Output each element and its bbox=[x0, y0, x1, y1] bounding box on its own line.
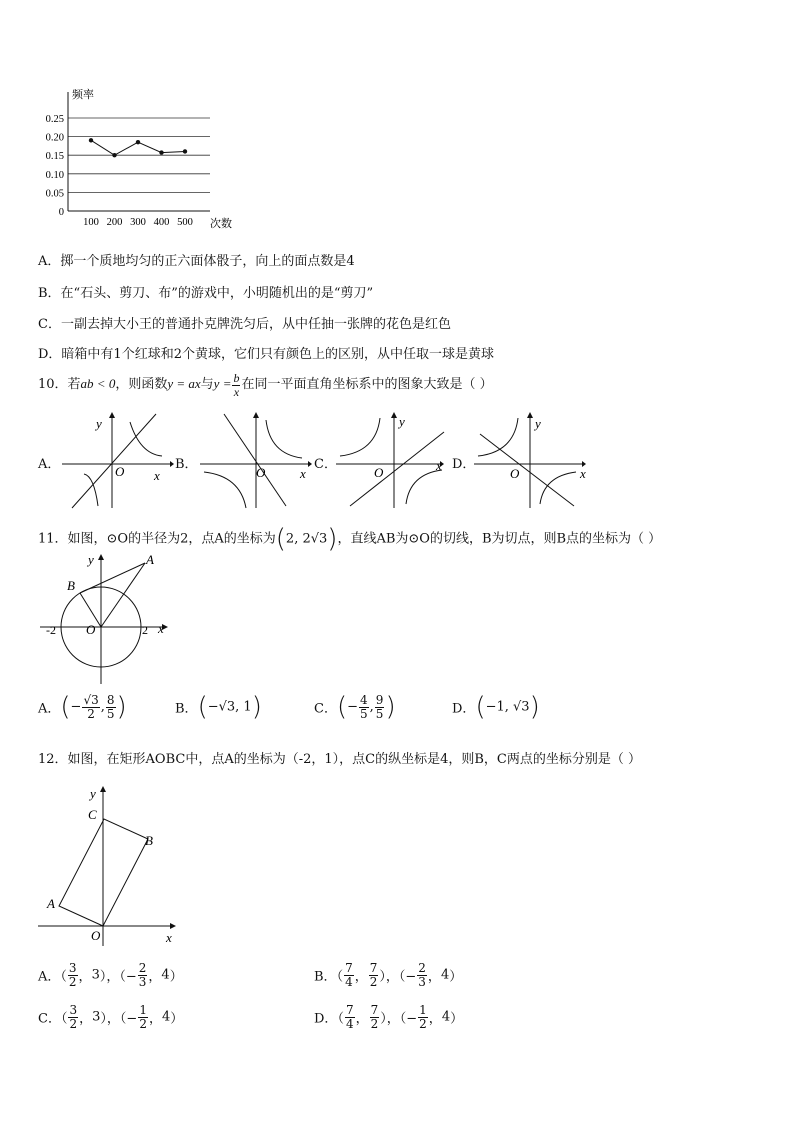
svg-text:O: O bbox=[91, 928, 101, 943]
q10-label-d: D． bbox=[452, 457, 476, 472]
svg-text:x: x bbox=[154, 468, 160, 483]
svg-text:O: O bbox=[256, 465, 266, 480]
q10-stem: 10．若ab < 0，则函数y = ax与y = $\frac{b}{x}$ 在同一平面直角坐标系中的图象大致是（ ） bbox=[38, 371, 493, 399]
chart-y-tick-label: 0.15 bbox=[45, 151, 64, 163]
chart-y-tick-label: 0.10 bbox=[45, 169, 64, 181]
chart-y-tick-label: 0.20 bbox=[45, 132, 64, 144]
svg-text:y: y bbox=[96, 416, 102, 431]
q10-inverse-fn: y = $\frac{b}{x}$ bbox=[213, 371, 240, 399]
svg-text:y: y bbox=[399, 414, 405, 429]
svg-text:y: y bbox=[535, 416, 541, 431]
svg-text:O: O bbox=[86, 622, 96, 637]
svg-text:x: x bbox=[436, 458, 442, 473]
q10-label-b: B． bbox=[175, 457, 198, 472]
svg-text:O: O bbox=[510, 466, 520, 481]
svg-text:C: C bbox=[88, 807, 97, 822]
chart-x-ticks bbox=[83, 217, 193, 228]
q10-graph-a bbox=[62, 410, 174, 510]
q11-point-a-coord: 2, 2√3 bbox=[285, 531, 328, 547]
svg-text:-2: -2 bbox=[46, 623, 56, 637]
q12-option-c: C．（ $\frac{3}{2}$ ，3），（− $\frac{1}{2}$ ，4） bbox=[38, 1003, 184, 1031]
chart-y-ticks bbox=[46, 114, 64, 218]
svg-text:2: 2 bbox=[142, 623, 148, 637]
chart-gridlines bbox=[68, 118, 210, 192]
chart-y-tick-label: 0.25 bbox=[45, 114, 64, 125]
q10-condition: ab < 0 bbox=[80, 376, 116, 392]
svg-text:y: y bbox=[88, 552, 94, 567]
q12-stem: 12．如图，在矩形AOBC中，点A的坐标为（-2，1），点C的纵坐标是4，则B，C两点的坐标分别是（ ） bbox=[38, 752, 642, 767]
q12-option-b: B．（ $\frac{7}{4}$ ， $\frac{7}{2}$ ），（− $\frac{2}{3}$ ，4） bbox=[314, 961, 463, 989]
chart-y-tick-label: 0 bbox=[58, 207, 64, 218]
q9-option-a: A．掷一个质地均匀的正六面体骰子，向上的面点数是4 bbox=[38, 254, 355, 269]
q10-linear-fn: y = ax bbox=[167, 376, 201, 392]
chart-data-point bbox=[89, 138, 93, 142]
chart-data-point bbox=[159, 150, 163, 154]
svg-text:x: x bbox=[580, 466, 586, 481]
svg-text:x: x bbox=[166, 930, 172, 945]
svg-text:A: A bbox=[146, 552, 154, 567]
q10-label-c: C． bbox=[314, 457, 337, 472]
svg-text:x: x bbox=[300, 466, 306, 481]
q12-figure bbox=[38, 782, 182, 948]
q9-option-c: C．一副去掉大小王的普通扑克牌洗匀后，从中任抽一张牌的花色是红色 bbox=[38, 317, 451, 332]
svg-text:A: A bbox=[47, 896, 55, 911]
svg-text:O: O bbox=[374, 465, 384, 480]
q11-stem: 11．如图，⊙O的半径为2，点A的坐标为(2, 2√3)，直线AB为⊙O的切线，B为切点，则B点的坐标为（ ） bbox=[38, 524, 662, 554]
q12-option-a: A．（ $\frac{3}{2}$ ，3），（− $\frac{2}{3}$ ，4） bbox=[38, 961, 183, 989]
svg-text:B: B bbox=[145, 833, 153, 848]
chart-x-tick-label: 300 bbox=[130, 217, 146, 228]
chart-x-tick-label: 200 bbox=[106, 217, 123, 228]
svg-text:y: y bbox=[90, 786, 96, 801]
chart-y-tick-label: 0.05 bbox=[45, 188, 64, 200]
q10-graph-b bbox=[200, 410, 312, 510]
chart-x-label: 次数 bbox=[210, 218, 232, 230]
q11-option-d: D．(−1, √3) bbox=[452, 692, 540, 722]
chart-data-point bbox=[183, 149, 187, 153]
q12-option-d: D．（ $\frac{7}{4}$ ， $\frac{7}{2}$ ），（− $\frac{1}{2}$ ，4） bbox=[314, 1003, 464, 1031]
q11-option-a: A．(− $\frac{√3}{2}$ , $\frac{8}{5}$ ) bbox=[38, 692, 127, 722]
q10-graph-d bbox=[474, 410, 590, 510]
chart-data-point bbox=[136, 140, 140, 144]
q11-option-b: B．(−√3, 1) bbox=[175, 692, 262, 722]
chart-y-label: 频率 bbox=[72, 89, 94, 101]
q11-option-c: C．(− $\frac{4}{5}$ , $\frac{9}{5}$ ) bbox=[314, 692, 396, 722]
chart-x-tick-label: 100 bbox=[83, 217, 99, 228]
q9-option-b: B．在“石头、剪刀、布”的游戏中，小明随机出的是“剪刀” bbox=[38, 286, 374, 301]
q10-graph-c bbox=[336, 410, 448, 510]
svg-text:x: x bbox=[158, 621, 164, 636]
chart-data-point bbox=[112, 153, 116, 157]
frequency-chart bbox=[38, 84, 248, 234]
q9-option-d: D．暗箱中有1个红球和2个黄球，它们只有颜色上的区别，从中任取一球是黄球 bbox=[38, 347, 494, 362]
q11-figure bbox=[40, 550, 172, 686]
svg-text:B: B bbox=[67, 578, 75, 593]
q10-label-a: A． bbox=[38, 457, 61, 472]
chart-x-tick-label: 400 bbox=[153, 217, 170, 228]
chart-x-tick-label: 500 bbox=[177, 217, 193, 228]
svg-text:O: O bbox=[115, 464, 125, 479]
